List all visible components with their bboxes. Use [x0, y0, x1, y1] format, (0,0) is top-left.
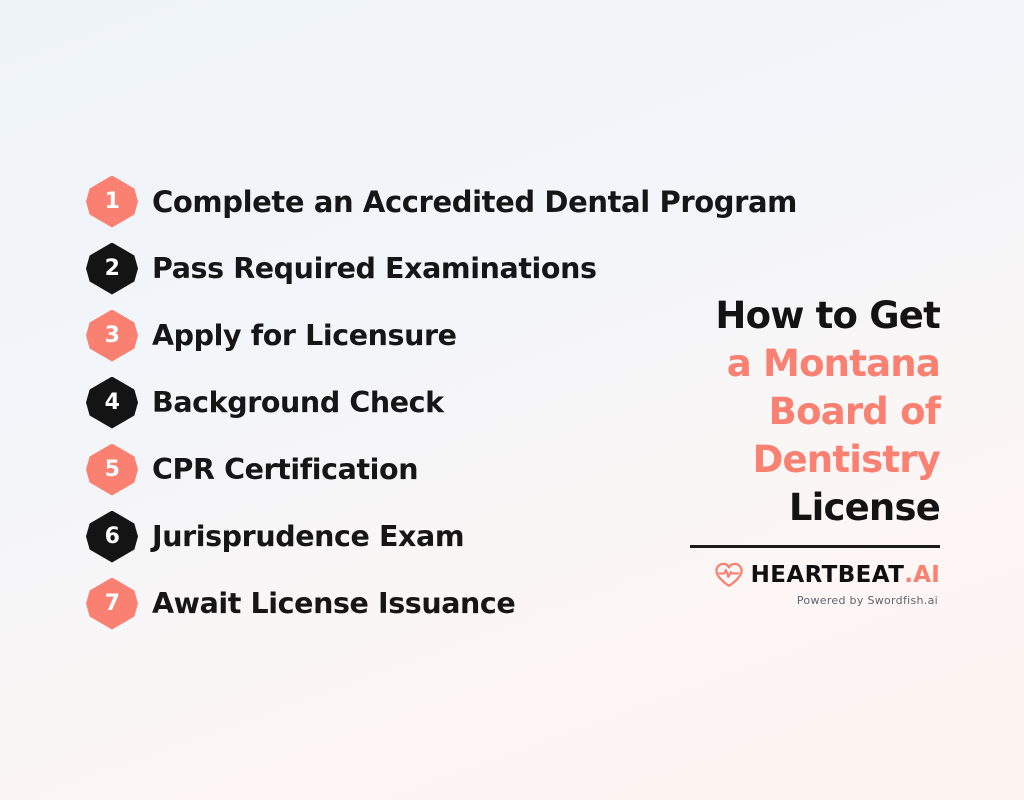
title-line-5: License [788, 486, 940, 530]
logo-tagline: Powered by Swordfish.ai [796, 594, 938, 608]
title-line-1: How to Get [715, 294, 940, 337]
step-badge [86, 176, 138, 228]
title-line-4: Dentistry [752, 438, 940, 482]
step-label: Apply for Licensure [152, 319, 457, 352]
list-item [86, 570, 666, 637]
step-badge [86, 243, 138, 295]
heartbeat-icon [714, 562, 744, 588]
list-item [86, 302, 666, 369]
list-item [86, 436, 666, 503]
step-number: 2 [104, 255, 120, 281]
steps-list [86, 168, 797, 637]
logo-row [714, 562, 940, 588]
step-label: CPR Certification [152, 453, 419, 486]
logo-name: HEARTBEAT [750, 561, 905, 588]
step-number: 3 [104, 322, 120, 348]
logo-wordmark [750, 561, 940, 588]
step-label: Pass Required Examinations [152, 252, 597, 285]
step-label: Background Check [152, 386, 444, 419]
logo-suffix: .AI [904, 561, 940, 588]
step-badge [86, 511, 138, 563]
title-line-3: Board of [768, 390, 940, 434]
list-item [86, 503, 666, 570]
step-badge [86, 377, 138, 429]
list-item [86, 168, 797, 235]
step-number: 1 [104, 188, 120, 214]
step-number: 6 [104, 523, 120, 549]
step-number: 5 [104, 456, 120, 482]
brand-logo [678, 562, 940, 607]
step-label: Jurisprudence Exam [152, 520, 465, 553]
step-number: 4 [104, 389, 120, 415]
list-item [86, 369, 666, 436]
title-line-2: a Montana [726, 342, 940, 386]
divider [690, 545, 940, 548]
step-label: Await License Issuance [152, 587, 516, 620]
step-number: 7 [104, 590, 120, 616]
page-title [678, 292, 940, 607]
step-badge [86, 310, 138, 362]
step-label: Complete an Accredited Dental Program [152, 184, 797, 219]
step-badge [86, 578, 138, 630]
list-item [86, 235, 666, 302]
step-badge [86, 444, 138, 496]
